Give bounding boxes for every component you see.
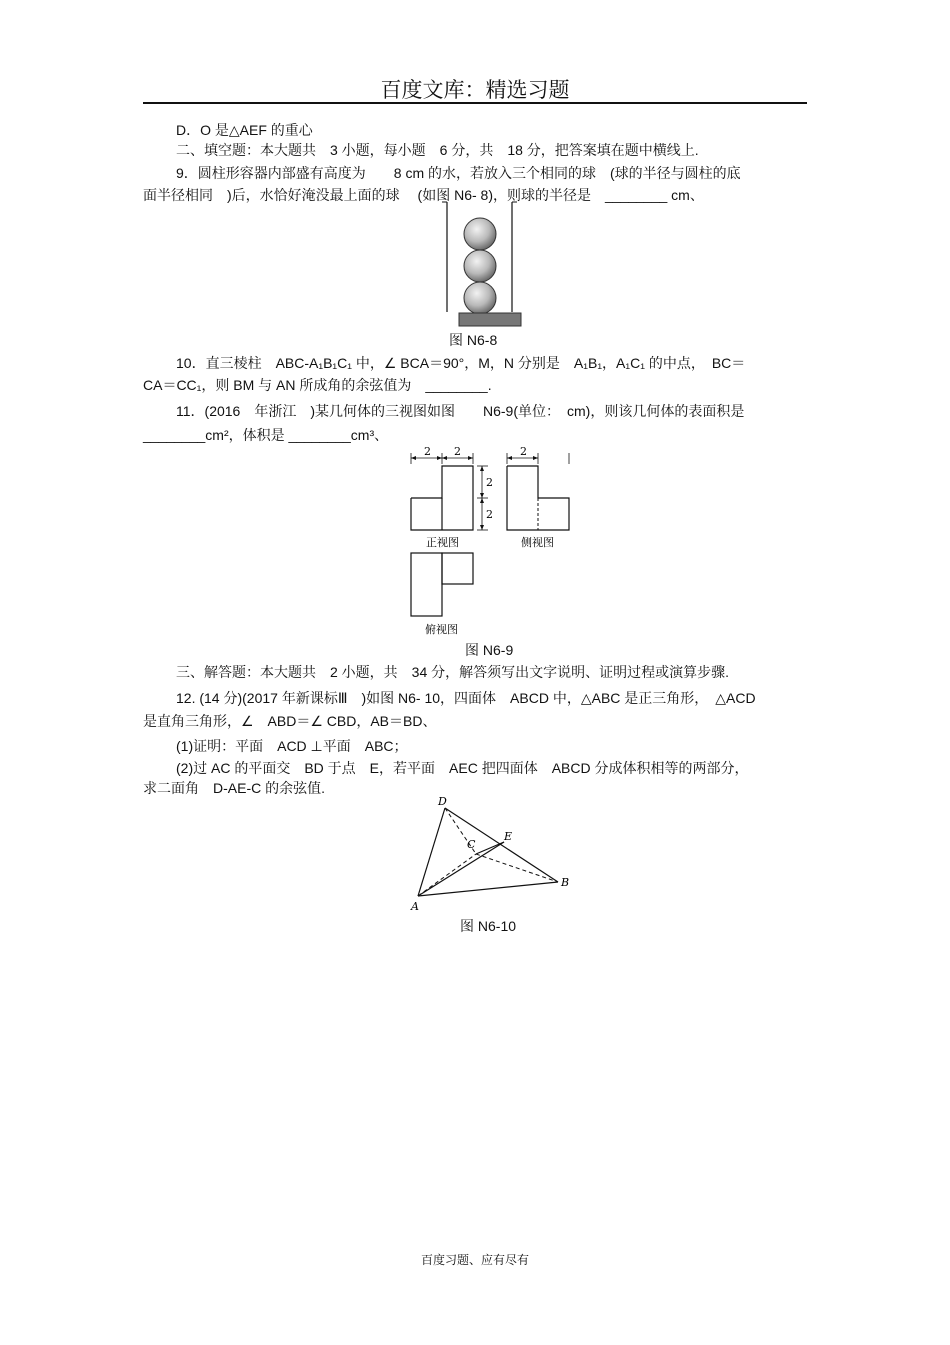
page-title: 百度文库：精选习题	[380, 78, 570, 102]
section-2-heading: 二、填空题：本大题共 3 小题，每小题 6 分，共 18 分，把答案填在题中横线上.	[176, 142, 699, 158]
q12-part-1: (1)证明：平面 ACD ⊥平面 ABC；	[176, 738, 408, 754]
edge-DA	[418, 808, 445, 896]
vertex-B: B	[561, 876, 570, 889]
q12-part-2-line-2: 求二面角 D-AE-C 的余弦值.	[143, 780, 325, 796]
page-footer: 百度习题、应有尽有	[420, 1253, 529, 1267]
edge-DB	[445, 808, 558, 882]
section-3-heading: 三、解答题：本大题共 2 小题，共 34 分，解答须写出文字说明、证明过程或演算步骤.	[176, 664, 730, 680]
figure-n6-8	[440, 200, 540, 330]
q9-line-1: 9．圆柱形容器内部盛有高度为 8 cm 的水，若放入三个相同的球 (球的半径与圆柱的底	[176, 165, 741, 181]
q9-line-2: 面半径相同 )后，水恰好淹没最上面的球 (如图 N6- 8)，则球的半径是 ________ cm、	[143, 187, 704, 203]
edge-AE	[418, 842, 504, 896]
q12-line-1: 12. (14 分)(2017 年新课标Ⅲ )如图 N6- 10，四面体 ABCD 中，△ABC 是正三角形， △ACD	[176, 690, 756, 706]
sphere-middle	[464, 250, 496, 282]
vertex-E: E	[504, 830, 513, 843]
vertex-A: A	[411, 900, 419, 913]
front-view-label: 正视图	[426, 536, 459, 549]
dim-vert-top: 2	[486, 476, 493, 489]
q10-line-1: 10．直三棱柱 ABC-A₁B₁C₁ 中，∠ BCA＝90°，M，N 分别是 A₁B₁，A₁C₁ 的中点， BC＝	[176, 355, 746, 371]
dim-side: 2	[520, 445, 527, 458]
q12-part-2-line-1: (2)过 AC 的平面交 BD 于点 E，若平面 AEC 把四面体 ABCD 分成体积相等的两部分，	[176, 760, 749, 776]
q11-line-1: 11．(2016 年浙江 )某几何体的三视图如图 N6-9(单位： cm)，则该几何体的表面积是	[176, 403, 745, 419]
edge-AC	[418, 854, 476, 896]
edge-AB	[418, 882, 558, 896]
vertex-C: C	[467, 838, 476, 851]
edge-CB	[476, 854, 558, 882]
header-divider	[143, 102, 807, 104]
vertex-D: D	[438, 795, 447, 808]
option-d: D．O 是△AEF 的重心	[176, 122, 313, 138]
q12-line-2: 是直角三角形，∠ ABD＝∠ CBD，AB＝BD、	[143, 713, 437, 729]
cylinder-base	[459, 313, 521, 326]
edge-EC	[476, 842, 504, 854]
caption-n6-8: 图 N6-8	[449, 332, 498, 348]
figure-n6-10	[408, 794, 578, 914]
q11-line-2: ________cm²，体积是 ________cm³、	[143, 427, 389, 443]
sphere-top	[464, 218, 496, 250]
side-view-label: 侧视图	[521, 536, 554, 549]
top-view-label: 俯视图	[425, 623, 458, 636]
figure-n6-9	[400, 442, 580, 642]
dim-front-right: 2	[454, 445, 461, 458]
dim-vert-bottom: 2	[486, 508, 493, 521]
caption-n6-9: 图 N6-9	[465, 642, 514, 658]
caption-n6-10: 图 N6-10	[460, 918, 517, 934]
dim-front-left: 2	[424, 445, 431, 458]
sphere-bottom	[464, 282, 496, 314]
q10-line-2: CA＝CC₁，则 BM 与 AN 所成角的余弦值为 ________.	[143, 377, 492, 393]
top-view	[411, 553, 442, 616]
